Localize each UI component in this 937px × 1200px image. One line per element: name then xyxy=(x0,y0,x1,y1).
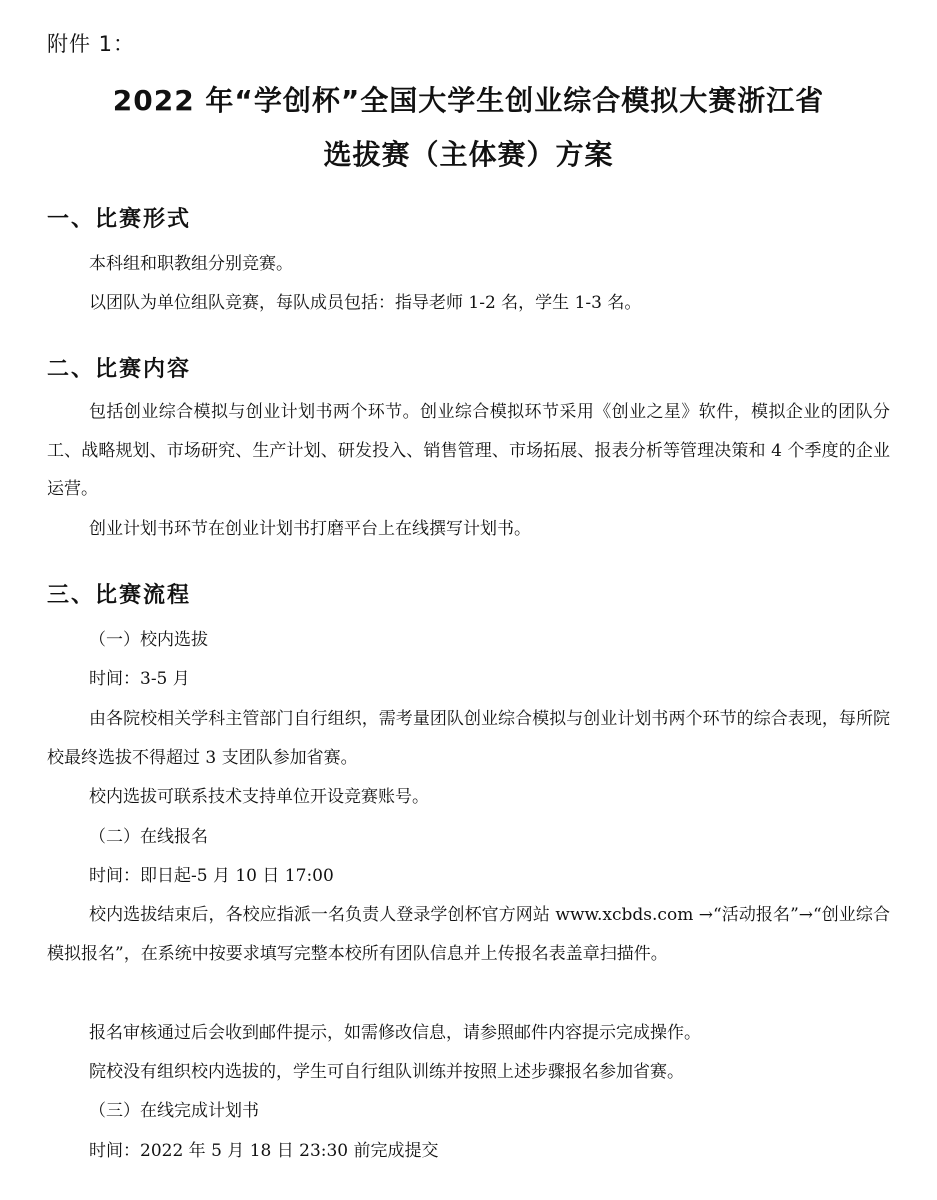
paragraph: 包括创业综合模拟与创业计划书两个环节。创业综合模拟环节采用《创业之星》软件，模拟企业的团队分工、战略规划、市场研究、生产计划、研发投入、销售管理、市场拓展、报表分析等管理决策和 4 个季度的企业运营。 xyxy=(47,402,890,499)
subsection-title: （二）在线报名 xyxy=(89,827,208,847)
attachment-label: 附件 1： xyxy=(47,32,136,56)
subsection-title: （三）在线完成计划书 xyxy=(89,1101,259,1121)
section-heading-process: 三、比赛流程 xyxy=(47,583,192,608)
paragraph: 院校没有组织校内选拔的，学生可自行组队训练并按照上述步骤报名参加省赛。 xyxy=(89,1062,684,1082)
paragraph: 以团队为单位组队竞赛，每队成员包括：指导老师 1-2 名，学生 1-3 名。 xyxy=(89,293,642,313)
paragraph: 校内选拔结束后，各校应指派一名负责人登录学创杯官方网站 www.xcbds.com →“活动报名”→“创业综合模拟报名”，在系统中按要求填写完整本校所有团队信息并上传报名表盖章扫描件。 xyxy=(47,905,890,964)
document-title-line-2: 选拔赛（主体赛）方案 xyxy=(323,138,614,171)
time-line: 时间：2022 年 5 月 18 日 23:30 前完成提交 xyxy=(89,1141,439,1161)
paragraph: 由各院校相关学科主管部门自行组织，需考量团队创业综合模拟与创业计划书两个环节的综合表现，每所院校最终选拔不得超过 3 支团队参加省赛。 xyxy=(47,709,890,768)
time-line: 时间：即日起-5 月 10 日 17:00 xyxy=(89,866,334,886)
paragraph: 创业计划书环节在创业计划书打磨平台上在线撰写计划书。 xyxy=(89,519,531,539)
subsection-title: （一）校内选拔 xyxy=(89,630,208,650)
section-heading-format: 一、比赛形式 xyxy=(47,207,192,232)
section-heading-content: 二、比赛内容 xyxy=(47,357,192,382)
paragraph: 本科组和职教组分别竞赛。 xyxy=(89,254,293,274)
paragraph: 报名审核通过后会收到邮件提示，如需修改信息，请参照邮件内容提示完成操作。 xyxy=(89,1023,701,1043)
paragraph: 校内选拔可联系技术支持单位开设竞赛账号。 xyxy=(89,787,429,807)
time-line: 时间：3-5 月 xyxy=(89,669,190,689)
document-title-line-1: 2022 年“学创杯”全国大学生创业综合模拟大赛浙江省 xyxy=(112,84,825,117)
